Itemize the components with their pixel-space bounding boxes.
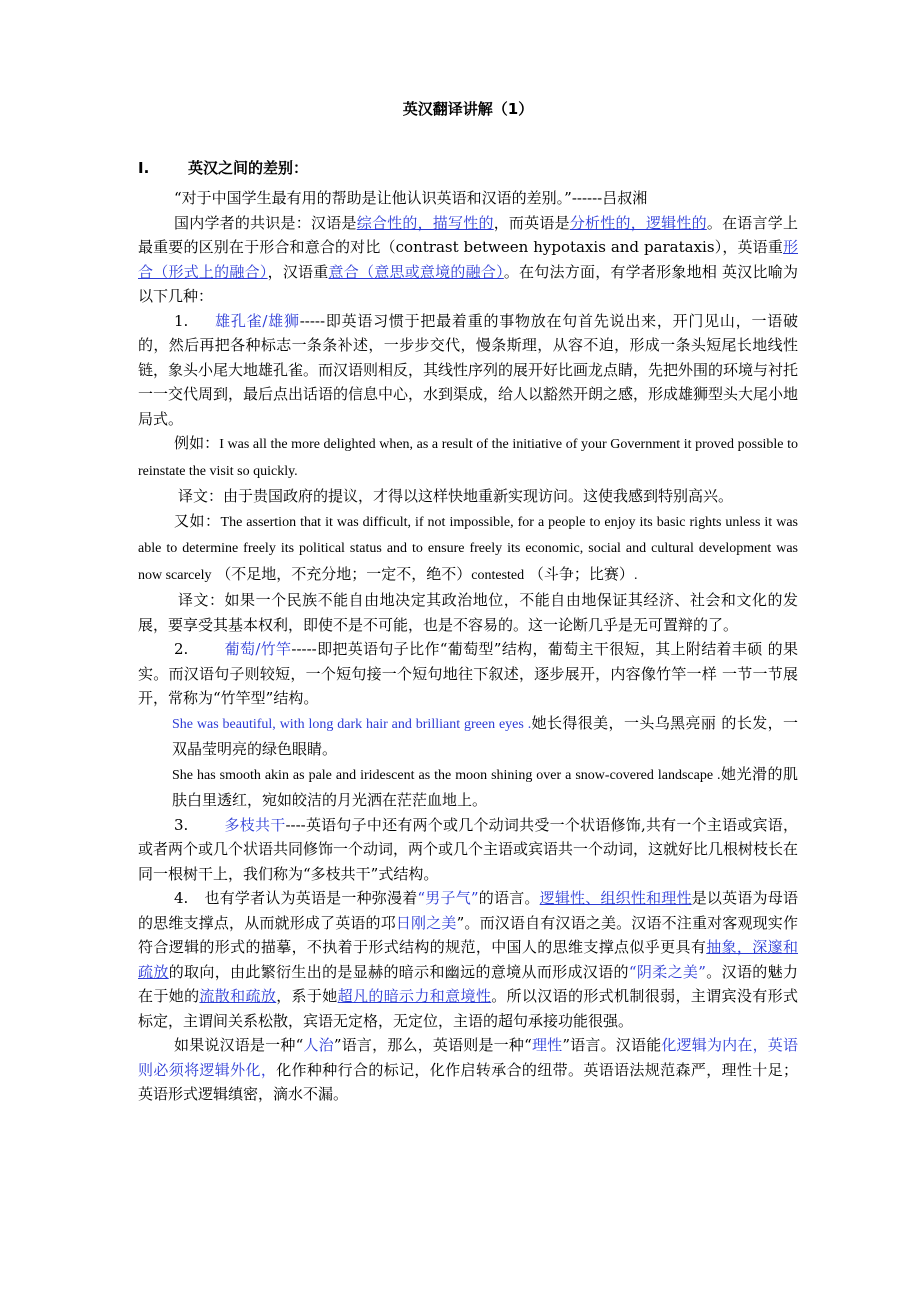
translation-1-text: 由于贵国政府的提议，才得以这样快地重新实现访问。这使我感到特别高兴。 [223,487,734,505]
example-1-english: I was all the more delighted when, as a result of the initiative of your Government it proved possible to reinstate the visit so quickly. [138,437,798,479]
example-2-translation [138,588,798,637]
item-4-text-6: 。汉语的魅力在于她的 [138,962,798,1005]
final-logic-internal: 化逻辑为内在，英语则必须将逻辑外化， [138,1036,798,1079]
item-4-text-1: 也有学者认为英语是一种弥漫着 [204,889,418,907]
item-3-term: 多枝共干 [224,815,286,834]
final-rationality: 理性 [531,1036,563,1054]
intro-text-3: 。在语言学上最重要的区别在于形合和意合的对比（contrast between hypotaxis and parataxis），英语重 [138,213,798,256]
example-2-english-2: contested [471,567,525,583]
quote-paragraph: “对于中国学生最有用的帮助是让他认识英语和汉语的差别。”------吕叔湘 [174,189,648,207]
item-3-number: 3. [174,815,189,834]
example-1-translation [138,484,798,509]
item-1-text: -----即英语习惯于把最着重的事物放在句首先说出来，开门见山，一语破的，然后再把各种标志一条条补述，一步步交代，慢条斯理，从容不迫，形成一条头短尾长地线性链，象头小尾大地雄孔雀。而汉语则相反，其线性序列的展开好比画龙点睛，先把外围的环境与衬托一一交代周到，最后点出话语的信息中心，水到渠成，给人以豁然开朗之感，形成雄狮型头大尾小地局式。 [138,311,799,428]
translation-2-label: 译文： [178,591,225,609]
example-2-note-2: （斗争；比赛） [528,564,634,583]
section-label: 英汉之间的差别： [188,158,309,177]
item-3-text: ----英语句子中还有两个或几个动词共受一个状语修饰,共有一个主语或宾语，或者两个或几个状语共同修饰一个动词，两个或几个主语或宾语共一个动词，这就好比几根树枝长在同一根树干上，我们称为“多枝共干”式结构。 [138,815,799,883]
item-4-masculine: “男子气” [417,889,479,907]
item-1-number: 1. [174,311,189,330]
item-2-number: 2. [174,640,189,658]
final-text-2: ”语言，那么，英语则是一种“ [333,1036,532,1054]
page-title: 英汉翻译讲解（1） [402,100,534,118]
final-text-1: 如果说汉语是一种“ [174,1036,304,1054]
item-4-text-8: 。所以汉语的形式机制很弱，主谓宾没有形式标定，主谓间关系松散，宾语无定格，无定位，主语的超句承接功能很强。 [138,987,798,1030]
translation-1-label: 译文： [178,487,224,505]
translation-2-text: 如果一个民族不能自由地决定其政治地位，不能自由地保证其经济、社会和文化的发展，要享受其基本权利，即使不是不可能，也是不容易的。这一论断几乎是无可置辩的了。 [138,591,798,634]
item-4-yang-beauty: 日刚之美 [395,913,457,932]
item-2-term: 葡萄/竹竿 [224,640,292,658]
item-4-text-5: 的取向，由此繁衍生出的是显赫的暗示和幽远的意境从而形成汉语的 [168,962,629,981]
intro-text-5: 。在句法方面，有学者形象地相 英汉比喻为以下几种： [138,262,798,305]
intro-text-1: 国内学者的共识是：汉语是 [174,213,357,232]
example-1-paragraph [138,431,798,484]
example-2-end: . [633,567,638,583]
item-4-yin-beauty: “阴柔之美” [628,962,706,981]
intro-text-4: ，汉语重 [267,262,329,281]
item-4-text-7: ，系于她 [276,987,338,1005]
item-1-term: 雄孔雀/雄狮 [214,311,300,330]
link-suggestive-power[interactable]: 超凡的暗示力和意境性 [337,987,492,1005]
section-heading [138,156,798,181]
link-synthetic-descriptive[interactable]: 综合性的，描写性的 [356,213,494,232]
final-text-3: ”语言。汉语能 [562,1036,662,1054]
section-number: I. [138,158,150,177]
example-3-paragraph [172,711,798,762]
example-4-english: She has smooth akin as pale and iridescent as the moon shining over a snow-covered landscape . [172,767,721,783]
item-4-text-4: ”。而汉语自有汉语之美。汉语不注重对客观现实作符合逻辑的形式的描摹，不执着于形式结构的规范，中国人的思维支撑点似乎更具有 [138,913,798,956]
item-4-paragraph [138,886,798,1033]
item-4-text-2: 的语言。 [478,889,540,907]
link-diffuse[interactable]: 流散和疏放 [199,987,277,1005]
final-rule-by-man: 人治 [303,1036,334,1054]
example-4-paragraph [172,762,798,813]
example-2-note-1: （不足地，不充分地；一定不，绝不） [216,564,472,583]
intro-paragraph [138,211,798,309]
example-3-english: She was beautiful, with long dark hair and brilliant green eyes . [172,716,532,732]
example-2-label: 又如： [174,511,221,530]
example-1-label: 例如： [174,434,220,452]
item-2-text: -----即把英语句子比作“葡萄型”结构，葡萄主干很短，其上附结着丰硕 的果实。而汉语句子则较短，一个短句接一个短句地往下叙述，逐步展开，内容像竹竿一样 一节一节展开，常称为“竹竿型”结构。 [138,640,799,707]
item-4-text-3: 是以英语为母语的思维支撑点，从而就形成了英语的邛 [138,889,798,932]
example-2-paragraph [138,509,798,589]
example-4-chinese: 她光滑的肌肤白里透红，宛如皎洁的月光洒在茫茫血地上。 [172,764,798,809]
item-2-paragraph [138,637,798,711]
item-1-paragraph [138,309,798,432]
example-3-chinese: 她长得很美，一头乌黑亮丽 的长发，一双晶莹明亮的绿色眼睛。 [172,713,798,758]
link-hypotaxis[interactable]: 形合（形式上的融合） [138,238,798,281]
final-paragraph [138,1033,798,1107]
link-logic-organization[interactable]: 逻辑性、组织性和理性 [539,889,692,907]
item-4-number: 4. [174,889,189,907]
link-parataxis[interactable]: 意合（意思或意境的融合） [328,262,504,281]
link-analytic-logical[interactable]: 分析性的，逻辑性的 [569,213,707,232]
intro-text-2: ，而英语是 [493,213,570,232]
example-2-english-1: The assertion that it was difficult, if not impossible, for a people to enjoy its basic rights unless it was able to determine freely its political status and to ensure freely its economic, social and cultural development was now scarcely [138,514,798,583]
item-3-paragraph [138,813,798,887]
example-3-block [138,711,798,813]
final-text-4: 化作种种行合的标记，化作启转承合的纽带。英语语法规范森严，理性十足；英语形式逻辑缜密，滴水不漏。 [138,1060,798,1103]
link-abstract-profound[interactable]: 抽象，深邃和疏放 [138,938,798,981]
